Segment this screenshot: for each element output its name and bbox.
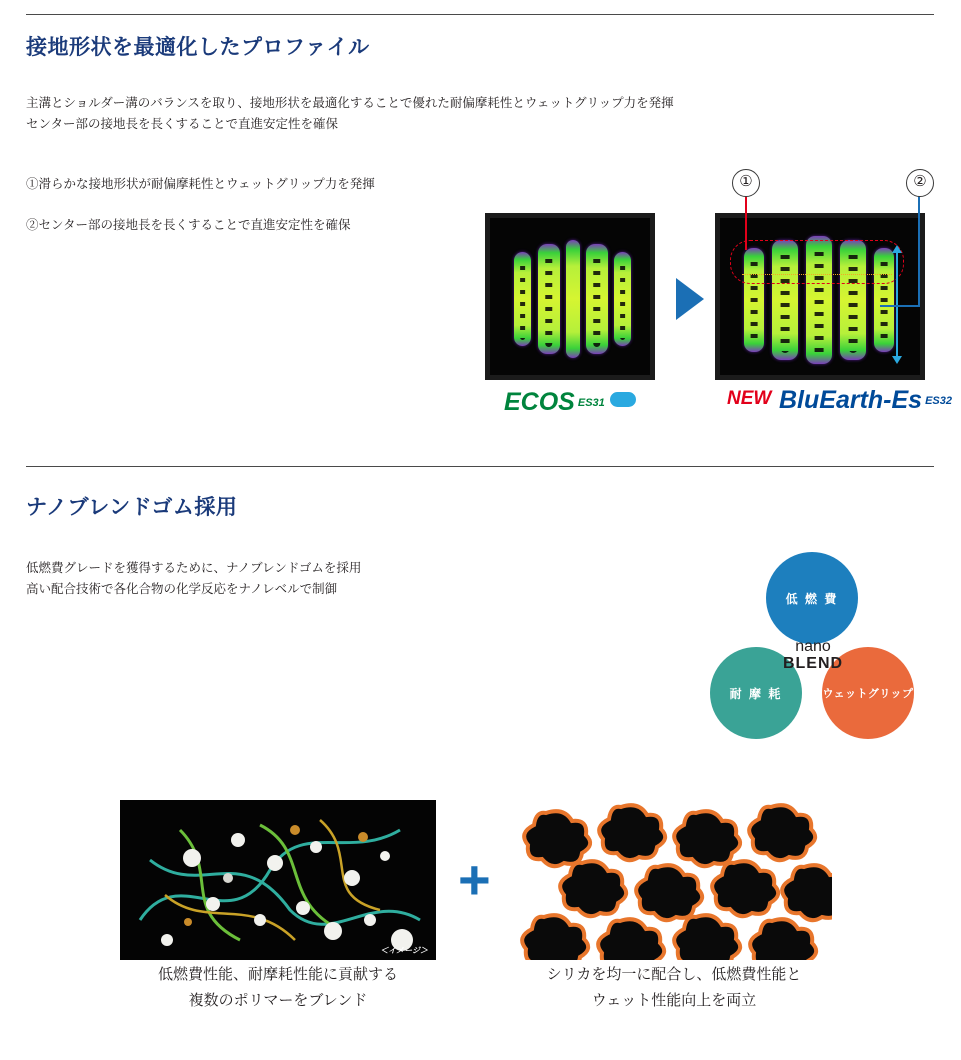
silica-dispersion-image	[516, 800, 832, 960]
footprint-canvas-left	[490, 218, 650, 375]
section-2-lead-line-1: 低燃費グレードを獲得するために、ナノブレンドゴムを採用	[26, 561, 362, 575]
comparison-arrow-icon	[676, 278, 704, 320]
polymer-blend-graphic	[120, 800, 436, 960]
tread-rib	[614, 252, 631, 346]
label-ecos-suffix: ES31	[577, 397, 605, 409]
section-1-note-1: ①滑らかな接地形状が耐偏摩耗性とウェットグリップ力を発揮	[26, 177, 375, 191]
nano-center-line-1: nano	[795, 638, 831, 655]
section-1-lead	[26, 93, 674, 135]
section-divider	[26, 466, 934, 467]
polymer-caption-line-2: 複数のポリマーをブレンド	[188, 992, 368, 1009]
section-1-title: 接地形状を最適化したプロファイル	[26, 36, 370, 59]
nano-lobe-wear-resistance: 耐 摩 耗	[710, 647, 802, 739]
label-bluearth-suffix: ES32	[925, 395, 953, 407]
label-bluearth-text: BluEarth-Es	[779, 386, 923, 414]
ecos-badge-icon	[610, 392, 636, 407]
nano-blend-diagram	[690, 552, 935, 777]
silica-caption-line-2: ウェット性能向上を両立	[591, 992, 757, 1009]
callout-1-highlight-box	[730, 240, 904, 284]
footprint-frame-left	[485, 213, 655, 380]
label-ecos-text: ECOS	[504, 388, 575, 416]
section-2-title: ナノブレンドゴム採用	[26, 496, 238, 519]
top-divider	[26, 14, 934, 15]
label-ecos	[504, 388, 636, 417]
footprint-image-ecos	[485, 213, 655, 380]
section-1-lead-line-1: 主溝とショルダー溝のバランスを取り、接地形状を最適化することで優れた耐偏摩耗性とウェットグリップ力を発揮	[26, 96, 674, 110]
nano-lobe-fuel-economy: 低 燃 費	[766, 552, 858, 644]
polymer-caption-line-1: 低燃費性能、耐摩耗性能に貢献する	[157, 966, 398, 983]
polymer-image-tag: ＜イメージ＞	[380, 946, 428, 955]
tread-rib	[586, 244, 608, 354]
callout-marker-1: ①	[732, 169, 760, 197]
tread-rib	[538, 244, 560, 354]
polymer-blend-image	[120, 800, 436, 960]
tread-rib-center	[566, 240, 580, 358]
section-1-lead-line-2: センター部の接地長を長くすることで直進安定性を確保	[26, 117, 339, 131]
polymer-caption	[120, 962, 436, 1014]
nano-center-line-2: BLEND	[782, 655, 844, 672]
section-1-note-2: ②センター部の接地長を長くすることで直進安定性を確保	[26, 218, 351, 232]
footprint-frame-right	[715, 213, 925, 380]
callout-marker-2: ②	[906, 169, 934, 197]
callout-2-leader-line-horizontal	[880, 305, 920, 307]
tread-rib	[514, 252, 531, 346]
nano-center-label	[770, 638, 856, 672]
callout-1-dotted-guide	[742, 274, 892, 275]
silica-caption	[516, 962, 832, 1014]
nano-lobe-wet-grip: ウェットグリップ	[822, 647, 914, 739]
section-2-lead-line-2: 高い配合技術で各化合物の化学反応をナノレベルで制御	[26, 582, 338, 596]
footprint-image-bluearth	[715, 213, 925, 380]
label-new: NEW	[727, 388, 772, 409]
callout-1-leader-line	[745, 196, 747, 250]
silica-caption-line-1: シリカを均一に配合し、低燃費性能と	[546, 966, 802, 983]
silica-dispersion-graphic	[516, 800, 832, 960]
plus-icon: +	[458, 848, 491, 911]
section-2-lead	[26, 558, 361, 600]
callout-2-leader-line	[918, 196, 920, 306]
label-bluearth	[779, 386, 952, 415]
